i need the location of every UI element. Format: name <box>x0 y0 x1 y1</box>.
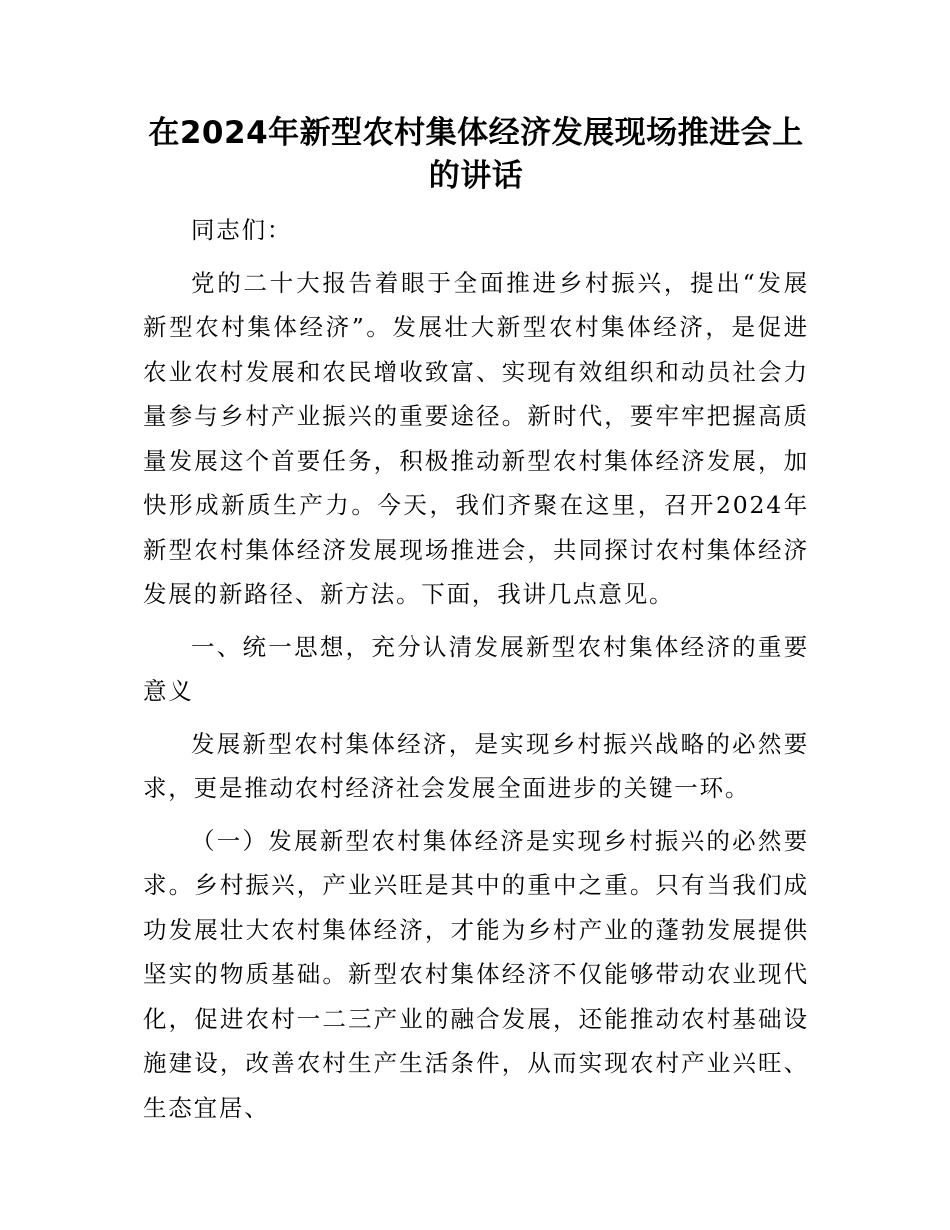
section-heading-1: 一、统一思想，充分认清发展新型农村集体经济的重要意义 <box>143 632 809 705</box>
document-title-line-2: 的讲话 <box>428 158 524 194</box>
salutation: 同志们： <box>191 216 293 244</box>
paragraph-section-1-intro: 发展新型农村集体经济，是实现乡村振兴战略的必然要求，更是推动农村经济社会发展全面进步的关键一环。 <box>143 729 809 802</box>
paragraph-subsection-1: （一）发展新型农村集体经济是实现乡村振兴的必然要求。乡村振兴，产业兴旺是其中的重中之重。只有当我们成功发展壮大农村集体经济，才能为乡村产业的蓬勃发展提供坚实的物质基础。新型农村集体经济不仅能够带动农业现代化，促进农村一二三产业的融合发展，还能推动农村基础设施建设，改善农村生产生活条件，从而实现农村产业兴旺、生态宜居、 <box>143 826 809 1122</box>
paragraph-intro: 党的二十大报告着眼于全面推进乡村振兴，提出“发展新型农村集体经济”。发展壮大新型农村集体经济，是促进农业农村发展和农民增收致富、实现有效组织和动员社会力量参与乡村产业振兴的重要途径。新时代，要牢牢把握高质量发展这个首要任务，积极推动新型农村集体经济发展，加快形成新质生产力。今天，我们齐聚在这里，召开2024年新型农村集体经济发展现场推进会，共同探讨农村集体经济发展的新路径、新方法。下面，我讲几点意见。 <box>143 268 809 608</box>
document-title <box>143 112 809 198</box>
document-page <box>143 112 809 1138</box>
document-title-line-1: 在2024年新型农村集体经济发展现场推进会上 <box>148 115 804 151</box>
